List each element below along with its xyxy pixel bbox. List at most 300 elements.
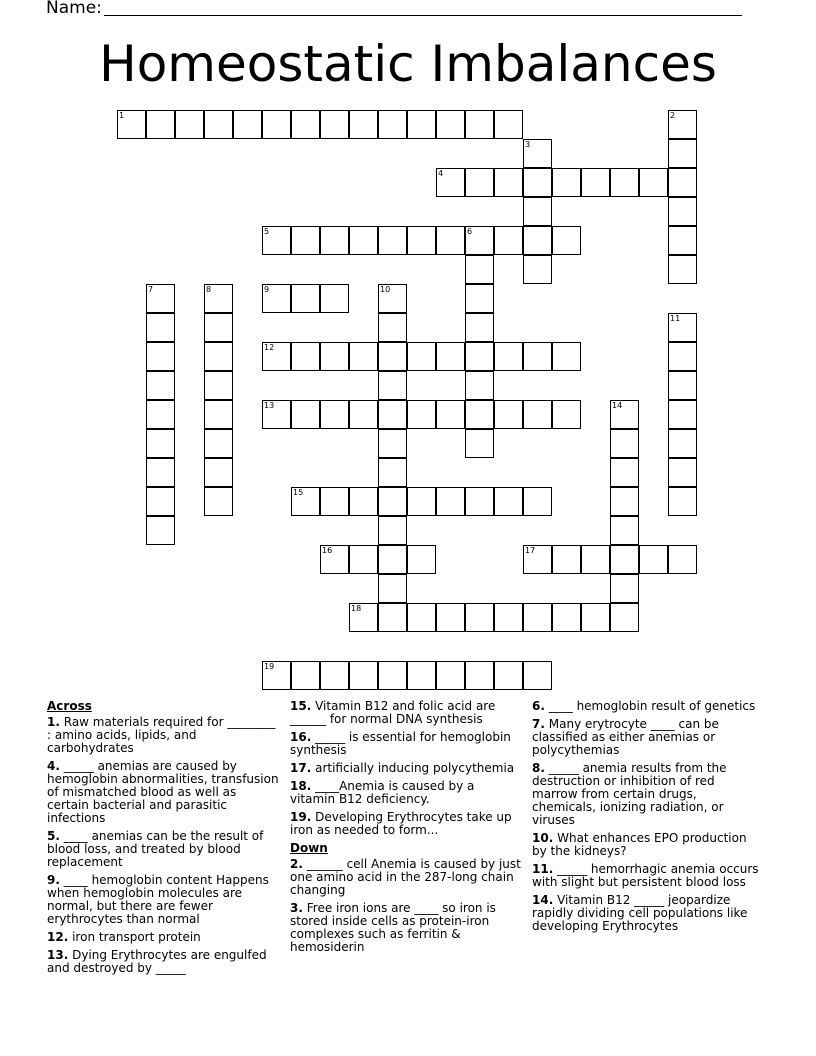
grid-cell[interactable] bbox=[465, 400, 494, 429]
grid-cell-input[interactable] bbox=[408, 343, 435, 370]
grid-cell-input[interactable] bbox=[524, 256, 551, 283]
grid-cell-input[interactable] bbox=[524, 169, 551, 196]
grid-cell[interactable] bbox=[552, 603, 581, 632]
grid-cell[interactable] bbox=[204, 487, 233, 516]
grid-cell-input[interactable] bbox=[669, 459, 696, 486]
grid-cell[interactable] bbox=[262, 226, 291, 255]
grid-cell[interactable] bbox=[610, 545, 639, 574]
grid-cell[interactable] bbox=[436, 487, 465, 516]
grid-cell-input[interactable] bbox=[466, 314, 493, 341]
grid-cell-input[interactable] bbox=[118, 111, 145, 138]
grid-cell[interactable] bbox=[581, 545, 610, 574]
grid-cell[interactable] bbox=[349, 603, 378, 632]
grid-cell[interactable] bbox=[494, 400, 523, 429]
grid-cell-input[interactable] bbox=[350, 604, 377, 631]
grid-cell-input[interactable] bbox=[408, 111, 435, 138]
grid-cell[interactable] bbox=[204, 342, 233, 371]
grid-cell-input[interactable] bbox=[147, 488, 174, 515]
grid-cell-input[interactable] bbox=[379, 285, 406, 312]
grid-cell[interactable] bbox=[349, 400, 378, 429]
grid-cell[interactable] bbox=[204, 371, 233, 400]
grid-cell[interactable] bbox=[146, 110, 175, 139]
grid-cell[interactable] bbox=[465, 168, 494, 197]
grid-cell-input[interactable] bbox=[495, 227, 522, 254]
grid-cell-input[interactable] bbox=[147, 285, 174, 312]
grid-cell-input[interactable] bbox=[379, 227, 406, 254]
grid-cell-input[interactable] bbox=[350, 662, 377, 689]
grid-cell[interactable] bbox=[668, 197, 697, 226]
grid-cell-input[interactable] bbox=[321, 488, 348, 515]
grid-cell[interactable] bbox=[146, 458, 175, 487]
grid-cell[interactable] bbox=[291, 284, 320, 313]
grid-cell-input[interactable] bbox=[669, 256, 696, 283]
grid-cell[interactable] bbox=[465, 313, 494, 342]
grid-cell-input[interactable] bbox=[437, 227, 464, 254]
grid-cell[interactable] bbox=[349, 226, 378, 255]
grid-cell-input[interactable] bbox=[669, 343, 696, 370]
grid-cell-input[interactable] bbox=[582, 604, 609, 631]
grid-cell-input[interactable] bbox=[669, 140, 696, 167]
grid-cell-input[interactable] bbox=[147, 314, 174, 341]
grid-cell-input[interactable] bbox=[205, 401, 232, 428]
grid-cell[interactable] bbox=[349, 545, 378, 574]
grid-cell[interactable] bbox=[146, 516, 175, 545]
grid-cell[interactable] bbox=[378, 371, 407, 400]
grid-cell[interactable] bbox=[349, 342, 378, 371]
grid-cell-input[interactable] bbox=[611, 575, 638, 602]
grid-cell[interactable] bbox=[523, 226, 552, 255]
clue-across-4: 4. _____ anemias are caused by hemoglobin abnormalities, transfusion of mismatched blood as well as certain bacterial and parasitic infections bbox=[47, 759, 279, 825]
grid-cell-input[interactable] bbox=[466, 401, 493, 428]
grid-cell-input[interactable] bbox=[466, 285, 493, 312]
grid-cell[interactable] bbox=[378, 342, 407, 371]
grid-cell[interactable] bbox=[523, 139, 552, 168]
grid-cell[interactable] bbox=[146, 371, 175, 400]
grid-cell-input[interactable] bbox=[147, 372, 174, 399]
grid-cell[interactable] bbox=[523, 603, 552, 632]
grid-cell[interactable] bbox=[668, 226, 697, 255]
grid-cell[interactable] bbox=[668, 400, 697, 429]
grid-cell-input[interactable] bbox=[437, 604, 464, 631]
grid-cell-input[interactable] bbox=[582, 169, 609, 196]
grid-cell[interactable] bbox=[146, 342, 175, 371]
grid-cell[interactable] bbox=[436, 226, 465, 255]
grid-cell[interactable] bbox=[349, 487, 378, 516]
grid-cell-input[interactable] bbox=[495, 662, 522, 689]
grid-cell-input[interactable] bbox=[408, 604, 435, 631]
grid-cell-input[interactable] bbox=[669, 372, 696, 399]
grid-cell[interactable] bbox=[204, 313, 233, 342]
grid-cell[interactable] bbox=[610, 400, 639, 429]
grid-cell-input[interactable] bbox=[553, 401, 580, 428]
grid-cell-input[interactable] bbox=[553, 343, 580, 370]
grid-cell-input[interactable] bbox=[263, 227, 290, 254]
grid-cell-input[interactable] bbox=[611, 546, 638, 573]
grid-cell-input[interactable] bbox=[263, 662, 290, 689]
grid-cell[interactable] bbox=[146, 284, 175, 313]
grid-cell[interactable] bbox=[523, 661, 552, 690]
grid-cell-input[interactable] bbox=[466, 169, 493, 196]
grid-cell-input[interactable] bbox=[553, 169, 580, 196]
grid-cell[interactable] bbox=[494, 603, 523, 632]
grid-cell-input[interactable] bbox=[640, 169, 667, 196]
grid-cell[interactable] bbox=[668, 429, 697, 458]
grid-cell-input[interactable] bbox=[147, 111, 174, 138]
grid-cell-input[interactable] bbox=[205, 285, 232, 312]
grid-cell[interactable] bbox=[320, 110, 349, 139]
grid-cell-input[interactable] bbox=[524, 140, 551, 167]
grid-cell-input[interactable] bbox=[611, 488, 638, 515]
grid-cell[interactable] bbox=[610, 458, 639, 487]
grid-cell-input[interactable] bbox=[321, 227, 348, 254]
grid-cell-input[interactable] bbox=[437, 343, 464, 370]
grid-cell[interactable] bbox=[378, 313, 407, 342]
grid-cell[interactable] bbox=[407, 110, 436, 139]
grid-cell[interactable] bbox=[175, 110, 204, 139]
grid-cell[interactable] bbox=[204, 458, 233, 487]
grid-cell[interactable] bbox=[204, 429, 233, 458]
grid-cell-input[interactable] bbox=[350, 111, 377, 138]
grid-cell[interactable] bbox=[668, 110, 697, 139]
grid-cell[interactable] bbox=[668, 255, 697, 284]
grid-cell-input[interactable] bbox=[292, 401, 319, 428]
grid-cell[interactable] bbox=[552, 545, 581, 574]
grid-cell[interactable] bbox=[407, 661, 436, 690]
grid-cell[interactable] bbox=[523, 545, 552, 574]
grid-cell[interactable] bbox=[291, 110, 320, 139]
grid-cell[interactable] bbox=[581, 168, 610, 197]
grid-cell[interactable] bbox=[378, 110, 407, 139]
grid-cell-input[interactable] bbox=[292, 343, 319, 370]
grid-cell[interactable] bbox=[465, 342, 494, 371]
grid-cell-input[interactable] bbox=[408, 488, 435, 515]
grid-cell[interactable] bbox=[610, 603, 639, 632]
grid-cell[interactable] bbox=[407, 603, 436, 632]
grid-cell-input[interactable] bbox=[524, 546, 551, 573]
grid-cell[interactable] bbox=[465, 226, 494, 255]
grid-cell-input[interactable] bbox=[524, 198, 551, 225]
grid-cell[interactable] bbox=[262, 661, 291, 690]
grid-cell[interactable] bbox=[552, 226, 581, 255]
grid-cell-input[interactable] bbox=[495, 343, 522, 370]
grid-cell[interactable] bbox=[523, 255, 552, 284]
grid-cell-input[interactable] bbox=[611, 430, 638, 457]
grid-cell[interactable] bbox=[668, 371, 697, 400]
grid-cell[interactable] bbox=[523, 197, 552, 226]
grid-cell[interactable] bbox=[436, 400, 465, 429]
grid-cell-input[interactable] bbox=[437, 401, 464, 428]
grid-cell-input[interactable] bbox=[524, 604, 551, 631]
grid-cell[interactable] bbox=[610, 487, 639, 516]
grid-cell[interactable] bbox=[117, 110, 146, 139]
grid-cell[interactable] bbox=[349, 661, 378, 690]
grid-cell-input[interactable] bbox=[524, 343, 551, 370]
grid-cell-input[interactable] bbox=[147, 343, 174, 370]
grid-cell-input[interactable] bbox=[640, 546, 667, 573]
grid-cell-input[interactable] bbox=[524, 662, 551, 689]
grid-cell[interactable] bbox=[204, 110, 233, 139]
grid-cell-input[interactable] bbox=[379, 575, 406, 602]
grid-cell-input[interactable] bbox=[408, 227, 435, 254]
grid-cell[interactable] bbox=[291, 400, 320, 429]
grid-cell-input[interactable] bbox=[466, 488, 493, 515]
grid-cell-input[interactable] bbox=[176, 111, 203, 138]
grid-cell[interactable] bbox=[407, 342, 436, 371]
grid-cell-input[interactable] bbox=[524, 488, 551, 515]
grid-cell-input[interactable] bbox=[408, 401, 435, 428]
grid-cell-input[interactable] bbox=[263, 111, 290, 138]
grid-cell[interactable] bbox=[668, 487, 697, 516]
grid-cell-input[interactable] bbox=[263, 343, 290, 370]
grid-cell-input[interactable] bbox=[669, 169, 696, 196]
grid-cell[interactable] bbox=[639, 545, 668, 574]
grid-cell[interactable] bbox=[320, 284, 349, 313]
grid-cell-input[interactable] bbox=[495, 401, 522, 428]
grid-cell-input[interactable] bbox=[379, 517, 406, 544]
grid-cell[interactable] bbox=[146, 429, 175, 458]
grid-cell[interactable] bbox=[465, 487, 494, 516]
grid-cell-input[interactable] bbox=[205, 111, 232, 138]
grid-cell[interactable] bbox=[465, 255, 494, 284]
grid-cell[interactable] bbox=[320, 545, 349, 574]
grid-cell[interactable] bbox=[262, 342, 291, 371]
grid-cell[interactable] bbox=[204, 284, 233, 313]
grid-cell-input[interactable] bbox=[379, 430, 406, 457]
grid-cell[interactable] bbox=[436, 110, 465, 139]
grid-cell[interactable] bbox=[378, 226, 407, 255]
grid-cell-input[interactable] bbox=[147, 517, 174, 544]
grid-cell-input[interactable] bbox=[205, 372, 232, 399]
grid-cell[interactable] bbox=[349, 110, 378, 139]
grid-cell-input[interactable] bbox=[669, 111, 696, 138]
grid-cell[interactable] bbox=[552, 168, 581, 197]
grid-cell[interactable] bbox=[378, 458, 407, 487]
grid-cell-input[interactable] bbox=[466, 372, 493, 399]
grid-cell-input[interactable] bbox=[582, 546, 609, 573]
grid-cell-input[interactable] bbox=[495, 111, 522, 138]
grid-cell-input[interactable] bbox=[350, 488, 377, 515]
grid-cell[interactable] bbox=[494, 110, 523, 139]
grid-cell-input[interactable] bbox=[205, 488, 232, 515]
grid-cell[interactable] bbox=[668, 139, 697, 168]
grid-cell-input[interactable] bbox=[379, 604, 406, 631]
grid-cell[interactable] bbox=[436, 661, 465, 690]
grid-cell[interactable] bbox=[407, 487, 436, 516]
grid-cell-input[interactable] bbox=[669, 546, 696, 573]
grid-cell[interactable] bbox=[494, 487, 523, 516]
grid-cell[interactable] bbox=[639, 168, 668, 197]
grid-cell[interactable] bbox=[610, 168, 639, 197]
grid-cell[interactable] bbox=[610, 429, 639, 458]
grid-cell[interactable] bbox=[233, 110, 262, 139]
grid-cell[interactable] bbox=[465, 371, 494, 400]
grid-cell-input[interactable] bbox=[611, 604, 638, 631]
grid-cell[interactable] bbox=[291, 342, 320, 371]
grid-cell[interactable] bbox=[407, 226, 436, 255]
grid-cell[interactable] bbox=[465, 284, 494, 313]
clue-number: 4 bbox=[438, 169, 444, 178]
grid-cell[interactable] bbox=[494, 342, 523, 371]
grid-cell-input[interactable] bbox=[611, 169, 638, 196]
grid-cell[interactable] bbox=[523, 168, 552, 197]
grid-cell-input[interactable] bbox=[669, 488, 696, 515]
grid-cell[interactable] bbox=[407, 545, 436, 574]
grid-cell[interactable] bbox=[436, 168, 465, 197]
grid-cell-input[interactable] bbox=[379, 488, 406, 515]
grid-cell-input[interactable] bbox=[263, 285, 290, 312]
grid-cell[interactable] bbox=[668, 458, 697, 487]
grid-cell-input[interactable] bbox=[437, 111, 464, 138]
grid-cell-input[interactable] bbox=[321, 401, 348, 428]
grid-cell[interactable] bbox=[552, 342, 581, 371]
grid-cell-input[interactable] bbox=[408, 546, 435, 573]
grid-cell[interactable] bbox=[494, 661, 523, 690]
grid-cell[interactable] bbox=[552, 400, 581, 429]
grid-cell-input[interactable] bbox=[524, 401, 551, 428]
grid-cell-input[interactable] bbox=[292, 488, 319, 515]
grid-cell-input[interactable] bbox=[524, 227, 551, 254]
grid-cell[interactable] bbox=[668, 168, 697, 197]
grid-cell[interactable] bbox=[523, 342, 552, 371]
grid-cell-input[interactable] bbox=[611, 517, 638, 544]
grid-cell[interactable] bbox=[204, 400, 233, 429]
grid-cell-input[interactable] bbox=[669, 198, 696, 225]
grid-cell-input[interactable] bbox=[350, 401, 377, 428]
grid-cell-input[interactable] bbox=[350, 227, 377, 254]
grid-cell-input[interactable] bbox=[466, 227, 493, 254]
grid-cell-input[interactable] bbox=[553, 546, 580, 573]
grid-cell[interactable] bbox=[407, 400, 436, 429]
grid-cell[interactable] bbox=[668, 545, 697, 574]
grid-cell[interactable] bbox=[523, 400, 552, 429]
grid-cell-input[interactable] bbox=[350, 343, 377, 370]
grid-cell-input[interactable] bbox=[292, 111, 319, 138]
grid-cell-input[interactable] bbox=[205, 314, 232, 341]
grid-cell[interactable] bbox=[581, 603, 610, 632]
grid-cell[interactable] bbox=[291, 226, 320, 255]
grid-cell[interactable] bbox=[465, 603, 494, 632]
grid-cell[interactable] bbox=[378, 545, 407, 574]
grid-cell[interactable] bbox=[436, 603, 465, 632]
grid-cell-input[interactable] bbox=[321, 343, 348, 370]
grid-cell-input[interactable] bbox=[292, 285, 319, 312]
grid-cell[interactable] bbox=[320, 487, 349, 516]
grid-cell[interactable] bbox=[465, 429, 494, 458]
grid-cell-input[interactable] bbox=[379, 314, 406, 341]
grid-cell[interactable] bbox=[320, 342, 349, 371]
grid-cell-input[interactable] bbox=[437, 488, 464, 515]
grid-cell-input[interactable] bbox=[292, 227, 319, 254]
grid-cell[interactable] bbox=[465, 110, 494, 139]
grid-cell-input[interactable] bbox=[669, 430, 696, 457]
grid-cell[interactable] bbox=[668, 313, 697, 342]
grid-cell[interactable] bbox=[378, 429, 407, 458]
grid-cell[interactable] bbox=[436, 342, 465, 371]
grid-cell-input[interactable] bbox=[466, 343, 493, 370]
grid-cell-input[interactable] bbox=[466, 111, 493, 138]
grid-cell-input[interactable] bbox=[553, 604, 580, 631]
grid-cell-input[interactable] bbox=[147, 430, 174, 457]
grid-cell-input[interactable] bbox=[437, 662, 464, 689]
grid-cell[interactable] bbox=[378, 574, 407, 603]
grid-cell[interactable] bbox=[465, 661, 494, 690]
grid-cell[interactable] bbox=[320, 226, 349, 255]
grid-cell-input[interactable] bbox=[205, 430, 232, 457]
grid-cell[interactable] bbox=[320, 400, 349, 429]
grid-cell-input[interactable] bbox=[495, 604, 522, 631]
grid-cell-input[interactable] bbox=[466, 256, 493, 283]
grid-cell[interactable] bbox=[494, 226, 523, 255]
grid-cell[interactable] bbox=[262, 284, 291, 313]
grid-cell[interactable] bbox=[146, 487, 175, 516]
grid-cell-input[interactable] bbox=[292, 662, 319, 689]
grid-cell-input[interactable] bbox=[350, 546, 377, 573]
grid-cell[interactable] bbox=[610, 516, 639, 545]
grid-cell-input[interactable] bbox=[321, 546, 348, 573]
grid-cell[interactable] bbox=[291, 661, 320, 690]
grid-cell-input[interactable] bbox=[321, 285, 348, 312]
clue-number: 6 bbox=[467, 227, 473, 236]
grid-cell-input[interactable] bbox=[321, 662, 348, 689]
clue-number: 7 bbox=[148, 285, 154, 294]
grid-cell-input[interactable] bbox=[205, 343, 232, 370]
grid-cell-input[interactable] bbox=[234, 111, 261, 138]
grid-cell[interactable] bbox=[320, 661, 349, 690]
grid-cell-input[interactable] bbox=[495, 488, 522, 515]
grid-cell-input[interactable] bbox=[147, 401, 174, 428]
grid-cell-input[interactable] bbox=[379, 372, 406, 399]
grid-cell[interactable] bbox=[378, 284, 407, 313]
grid-cell[interactable] bbox=[668, 342, 697, 371]
grid-cell-input[interactable] bbox=[379, 459, 406, 486]
grid-cell-input[interactable] bbox=[321, 111, 348, 138]
grid-cell[interactable] bbox=[378, 487, 407, 516]
grid-cell-input[interactable] bbox=[669, 314, 696, 341]
grid-cell-input[interactable] bbox=[437, 169, 464, 196]
grid-cell-input[interactable] bbox=[495, 169, 522, 196]
grid-cell[interactable] bbox=[146, 313, 175, 342]
grid-cell-input[interactable] bbox=[379, 662, 406, 689]
grid-cell-input[interactable] bbox=[147, 459, 174, 486]
grid-cell[interactable] bbox=[378, 400, 407, 429]
grid-cell-input[interactable] bbox=[669, 227, 696, 254]
grid-cell-input[interactable] bbox=[611, 459, 638, 486]
grid-cell-input[interactable] bbox=[379, 401, 406, 428]
grid-cell[interactable] bbox=[291, 487, 320, 516]
grid-cell[interactable] bbox=[146, 400, 175, 429]
grid-cell-input[interactable] bbox=[669, 401, 696, 428]
grid-cell-input[interactable] bbox=[379, 111, 406, 138]
grid-cell[interactable] bbox=[262, 400, 291, 429]
grid-cell[interactable] bbox=[494, 168, 523, 197]
grid-cell-input[interactable] bbox=[466, 604, 493, 631]
grid-cell-input[interactable] bbox=[379, 343, 406, 370]
grid-cell[interactable] bbox=[262, 110, 291, 139]
grid-cell[interactable] bbox=[378, 516, 407, 545]
grid-cell-input[interactable] bbox=[611, 401, 638, 428]
grid-cell[interactable] bbox=[378, 661, 407, 690]
grid-cell-input[interactable] bbox=[553, 227, 580, 254]
grid-cell[interactable] bbox=[610, 574, 639, 603]
grid-cell-input[interactable] bbox=[263, 401, 290, 428]
grid-cell-input[interactable] bbox=[466, 430, 493, 457]
grid-cell-input[interactable] bbox=[205, 459, 232, 486]
grid-cell-input[interactable] bbox=[408, 662, 435, 689]
grid-cell-input[interactable] bbox=[466, 662, 493, 689]
grid-cell[interactable] bbox=[523, 487, 552, 516]
grid-cell[interactable] bbox=[378, 603, 407, 632]
grid-cell-input[interactable] bbox=[379, 546, 406, 573]
